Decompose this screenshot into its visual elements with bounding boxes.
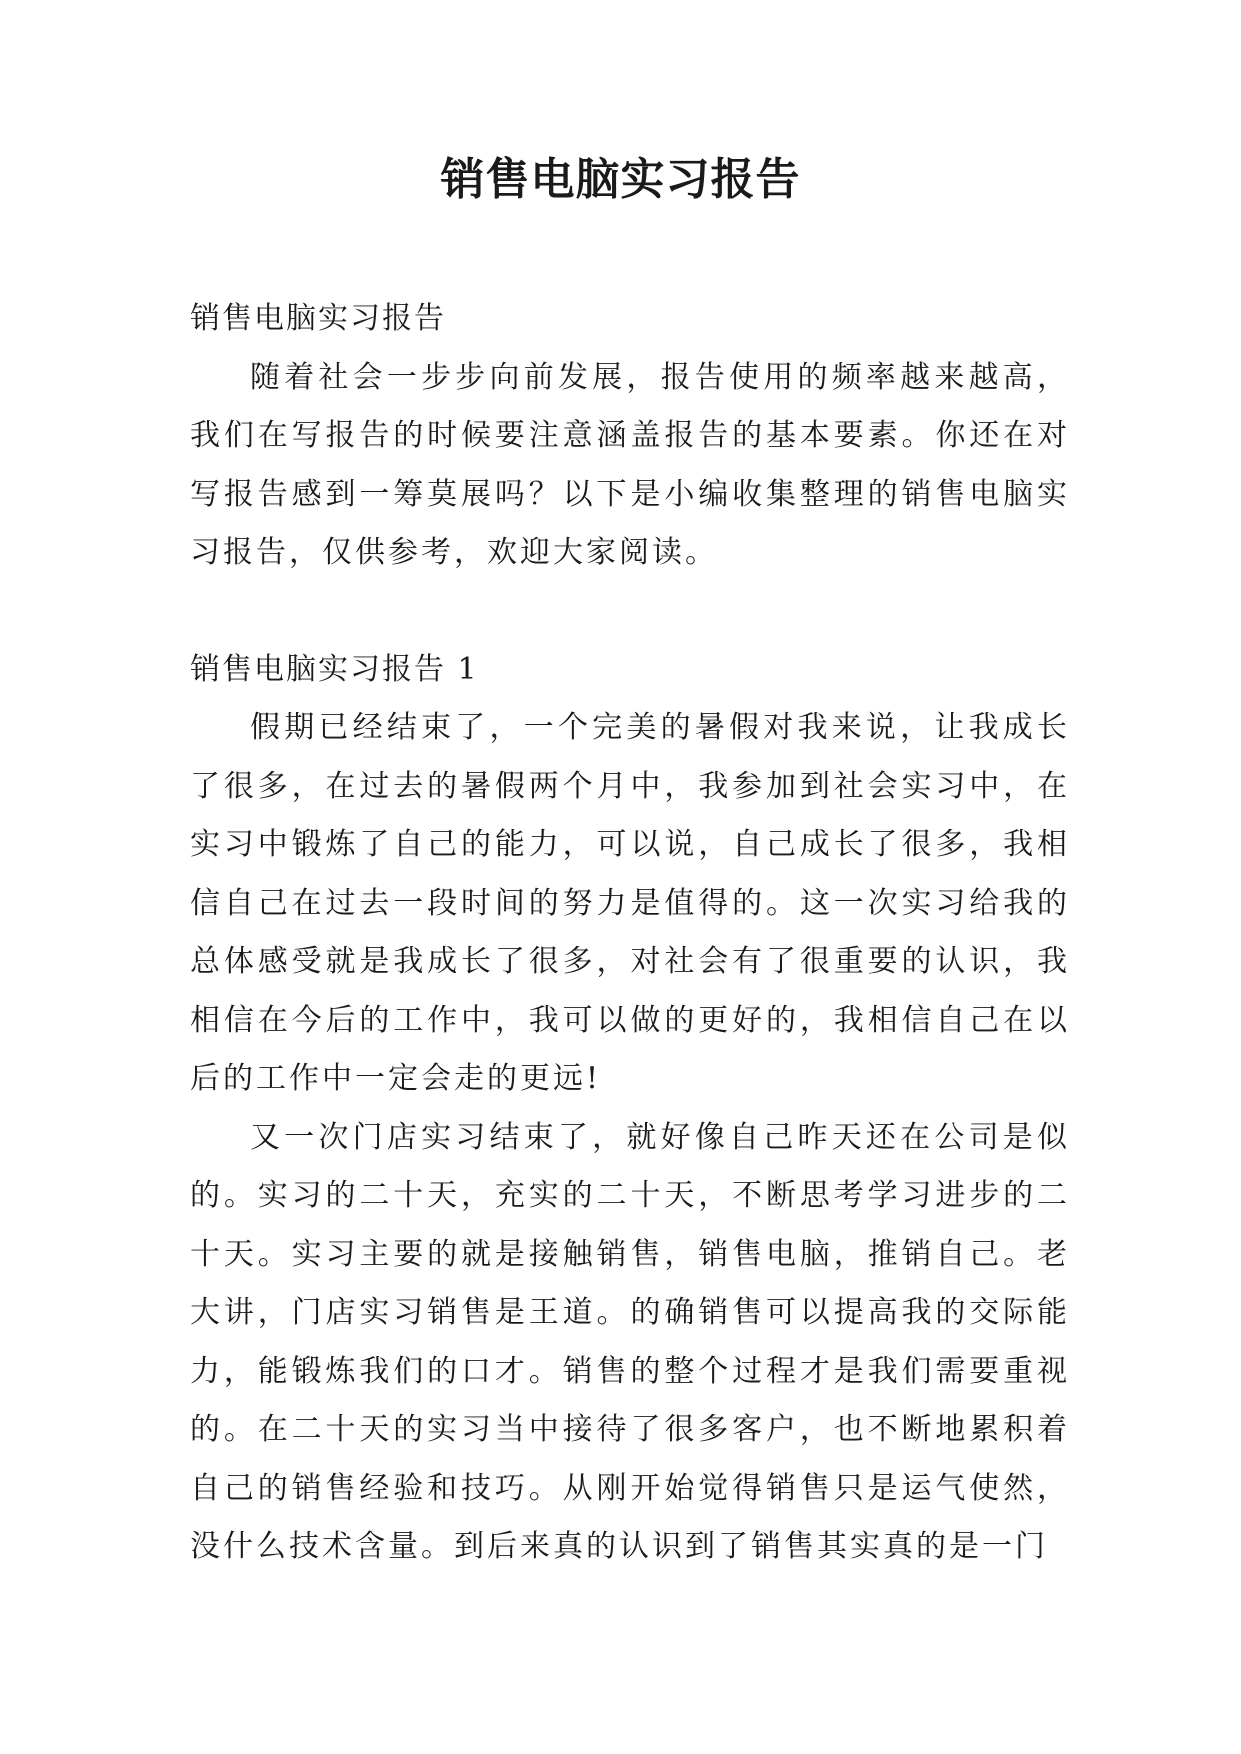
- subtitle: 销售电脑实习报告: [190, 301, 446, 336]
- body-paragraph: 又一次门店实习结束了，就好像自己昨天还在公司是似的。实习的二十天，充实的二十天，不断思考学习进步的二十天。实习主要的就是接触销售，销售电脑，推销自己。老大讲，门店实习销售是王道。的确销售可以提高我的交际能力，能锻炼我们的口才。销售的整个过程才是我们需要重视的。在二十天的实习当中接待了很多客户，也不断地累积着自己的销售经验和技巧。从刚开始觉得销售只是运气使然，没什么技术含量。到后来真的认识到了销售其实真的是一门: [190, 1119, 1070, 1564]
- document-body: [190, 290, 1070, 1577]
- intro-paragraph: 随着社会一步步向前发展，报告使用的频率越来越高，我们在写报告的时候要注意涵盖报告的基本要素。你还在对写报告感到一筹莫展吗？以下是小编收集整理的销售电脑实习报告，仅供参考，欢迎大家阅读。: [190, 359, 1070, 570]
- body-paragraph: 假期已经结束了，一个完美的暑假对我来说，让我成长了很多，在过去的暑假两个月中，我参加到社会实习中，在实习中锻炼了自己的能力，可以说，自己成长了很多，我相信自己在过去一段时间的努力是值得的。这一次实习给我的总体感受就是我成长了很多，对社会有了很重要的认识，我相信在今后的工作中，我可以做的更好的，我相信自己在以后的工作中一定会走的更远!: [190, 710, 1070, 1096]
- section-heading: 销售电脑实习报告 1: [190, 651, 479, 687]
- document-title: 销售电脑实习报告: [440, 154, 801, 205]
- section-spacer: [190, 583, 1070, 641]
